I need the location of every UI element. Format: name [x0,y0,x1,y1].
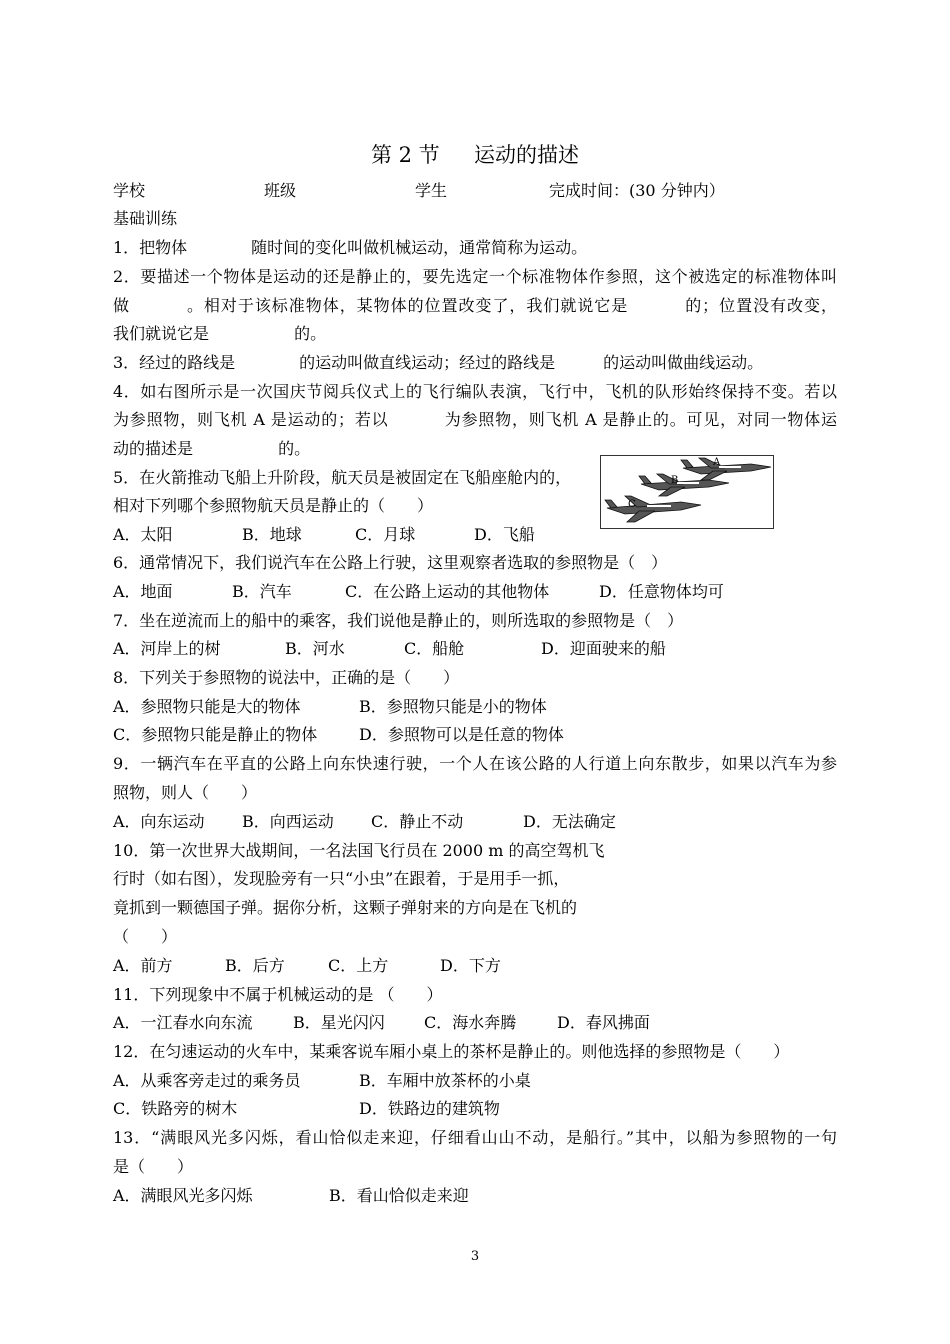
option-a: A．前方 [113,956,173,975]
question-12-options-row-2 [113,1099,837,1119]
page-number: 3 [470,1249,480,1264]
option-a: A．参照物只能是大的物体 [113,697,301,716]
jet-formation-image [601,456,773,528]
option-a: A．满眼风光多闪烁 [113,1186,253,1205]
figure-label-b: B [671,475,679,486]
question-13-line-2: 是（ ） [113,1157,194,1176]
question-8-options-row-1 [113,697,837,717]
question-10-line-4: （ ） [113,927,178,946]
option-c: C．月球 [355,525,416,544]
figure-label-c: C [628,499,636,510]
option-d: D．参照物可以是任意的物体 [359,725,564,744]
student-label: 学生 [415,181,448,200]
question-11-options [113,1013,837,1033]
question-5-line-1: 5．在火箭推动飞船上升阶段，航天员是被固定在飞船座舱内的， [113,468,572,487]
option-d: D．任意物体均可 [599,582,724,601]
option-d: D．无法确定 [523,812,616,831]
question-13-options [113,1186,837,1206]
option-c: C．静止不动 [371,812,464,831]
time-label: 完成时间：(30 分钟内） [549,181,725,200]
question-10-line-1: 10．第一次世界大战期间，一名法国飞行员在 2000 m 的高空驾机飞 [113,841,605,860]
question-12: 12．在匀速运动的火车中，某乘客说车厢小桌上的茶杯是静止的。则他选择的参照物是（ ） [113,1042,790,1061]
question-3: 3．经过的路线是 的运动叫做直线运动；经过的路线是 的运动叫做曲线运动。 [113,353,764,372]
option-d: D．春风拂面 [557,1013,650,1032]
question-9-options [113,812,837,832]
question-6: 6．通常情况下，我们说汽车在公路上行驶，这里观察者选取的参照物是（ ） [113,553,668,572]
formation-figure [600,455,774,529]
question-10-line-2: 行时（如右图），发现脸旁有一只“小虫”在跟着，于是用手一抓， [113,869,570,888]
question-4-line-2: 为参照物，则飞机 A 是运动的；若以 为参照物，则飞机 A 是静止的。可见，对同一物体运 [113,410,837,429]
option-c: C．上方 [328,956,389,975]
option-d: D．迎面驶来的船 [541,639,666,658]
option-a: A．地面 [113,582,173,601]
question-2-line-1: 2．要描述一个物体是运动的还是静止的，要先选定一个标准物体作参照，这个被选定的标准物体叫 [113,267,837,286]
option-d: D．飞船 [474,525,535,544]
question-13-line-1: 13．“满眼风光多闪烁，看山恰似走来迎，仔细看山山不动，是船行。”其中，以船为参照物的一句 [113,1128,837,1147]
question-11: 11．下列现象中不属于机械运动的是 （ ） [113,985,443,1004]
question-10-line-3: 竟抓到一颗德国子弹。据你分析，这颗子弹射来的方向是在飞机的 [113,898,578,917]
question-6-options [113,582,837,602]
option-a: A．从乘客旁走过的乘务员 [113,1071,301,1090]
option-a: A．向东运动 [113,812,205,831]
question-4-line-1: 4．如右图所示是一次国庆节阅兵仪式上的飞行编队表演，飞行中，飞机的队形始终保持不变。若以 [113,382,837,401]
option-a: A．太阳 [113,525,173,544]
question-9-line-1: 9．一辆汽车在平直的公路上向东快速行驶，一个人在该公路的人行道上向东散步，如果以汽车为参 [113,754,837,773]
class-label: 班级 [264,181,297,200]
option-c: C．海水奔腾 [424,1013,517,1032]
option-a: A．一江春水向东流 [113,1013,253,1032]
option-b: B．车厢中放茶杯的小桌 [359,1071,531,1090]
option-b: B．河水 [285,639,345,658]
question-5-line-2: 相对下列哪个参照物航天员是静止的（ ） [113,496,434,515]
figure-label-a: A [713,457,721,468]
question-12-options-row-1 [113,1071,837,1091]
page-title: 第 2 节 运动的描述 [370,143,580,167]
question-2-line-2: 做 。相对于该标准物体，某物体的位置改变了，我们就说它是 的；位置没有改变， [113,296,837,315]
question-10-options [113,956,837,976]
option-b: B．参照物只能是小的物体 [359,697,547,716]
option-d: D．铁路边的建筑物 [359,1099,500,1118]
question-7: 7．坐在逆流而上的船中的乘客，我们说他是静止的，则所选取的参照物是（ ） [113,611,684,630]
option-b: B．星光闪闪 [293,1013,385,1032]
question-8-options-row-2 [113,725,837,745]
option-b: B．向西运动 [242,812,334,831]
option-c: C．在公路上运动的其他物体 [345,582,550,601]
option-b: B．看山恰似走来迎 [329,1186,469,1205]
question-5-options [113,525,837,545]
question-9-line-2: 照物，则人（ ） [113,783,258,802]
question-7-options [113,639,837,659]
option-b: B．地球 [242,525,302,544]
option-b: B．汽车 [232,582,292,601]
question-4-line-3: 动的描述是 的。 [113,439,311,458]
option-c: C．船舱 [404,639,465,658]
option-b: B．后方 [225,956,285,975]
option-c: C．铁路旁的树木 [113,1099,238,1118]
question-8: 8．下列关于参照物的说法中，正确的是（ ） [113,668,460,687]
school-label: 学校 [113,181,146,200]
option-c: C．参照物只能是静止的物体 [113,725,318,744]
option-a: A．河岸上的树 [113,639,221,658]
section-heading: 基础训练 [113,209,178,228]
question-2-line-3: 我们就说它是 的。 [113,324,327,343]
question-1: 1．把物体 随时间的变化叫做机械运动，通常简称为运动。 [113,238,588,257]
option-d: D．下方 [440,956,501,975]
